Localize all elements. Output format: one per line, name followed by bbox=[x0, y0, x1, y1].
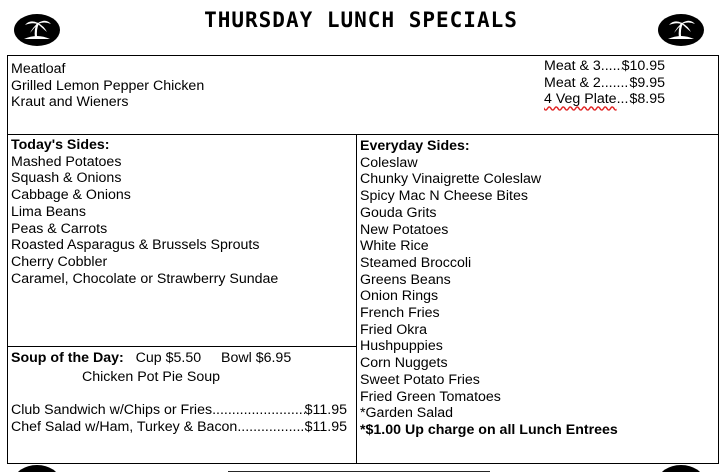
side-item: Chunky Vinaigrette Coleslaw bbox=[360, 171, 542, 188]
side-item: White Rice bbox=[360, 238, 429, 255]
leader-dots bbox=[601, 58, 622, 75]
side-item: *Garden Salad bbox=[360, 405, 454, 422]
sandwich-price: $11.95 bbox=[304, 402, 347, 418]
leader-dots bbox=[237, 419, 304, 436]
everyday-sides-list bbox=[360, 138, 618, 439]
entree-list bbox=[11, 61, 204, 111]
entree-item: Grilled Lemon Pepper Chicken bbox=[11, 77, 205, 94]
side-item: Fried Okra bbox=[360, 321, 428, 338]
side-item: Gouda Grits bbox=[360, 204, 437, 221]
side-item: Squash & Onions bbox=[11, 170, 122, 187]
side-item: Roasted Asparagus & Brussels Sprouts bbox=[11, 237, 260, 254]
plate-price-list bbox=[544, 58, 665, 108]
soup-name: Chicken Pot Pie Soup bbox=[82, 369, 221, 385]
side-item: Greens Beans bbox=[360, 271, 451, 288]
plate-name: 4 Veg Plate bbox=[544, 91, 617, 108]
plate-price-row bbox=[544, 91, 665, 108]
plate-price: $9.95 bbox=[629, 74, 665, 91]
soup-heading: Soup of the Day: bbox=[11, 350, 124, 366]
upcharge-note: *$1.00 Up charge on all Lunch Entrees bbox=[360, 421, 618, 438]
entree-item: Meatloaf bbox=[11, 61, 66, 77]
side-item: Peas & Carrots bbox=[11, 220, 108, 237]
side-item: Cabbage & Onions bbox=[11, 187, 131, 204]
sandwich-price: $11.95 bbox=[304, 418, 347, 435]
sandwich-list bbox=[11, 402, 347, 435]
page-title: THURSDAY LUNCH SPECIALS bbox=[204, 8, 518, 32]
sandwich-row bbox=[11, 419, 347, 436]
everyday-sides-heading: Everyday Sides: bbox=[360, 138, 470, 154]
side-item: New Potatoes bbox=[360, 221, 449, 238]
leader-dots bbox=[617, 91, 630, 108]
leader-dots bbox=[212, 402, 305, 419]
side-item: Hushpuppies bbox=[360, 338, 443, 355]
side-item: Lima Beans bbox=[11, 203, 86, 220]
sandwich-name: Club Sandwich w/Chips or Fries bbox=[11, 402, 213, 418]
plate-price-row bbox=[544, 58, 665, 75]
side-item: Steamed Broccoli bbox=[360, 254, 472, 271]
entree-item: Kraut and Wieners bbox=[11, 94, 129, 111]
next-page-edge bbox=[0, 462, 722, 472]
plate-name: Meat & 3 bbox=[544, 58, 601, 74]
soup-bowl-price: Bowl $6.95 bbox=[221, 350, 292, 366]
plate-price: $10.95 bbox=[621, 58, 665, 74]
side-item: Onion Rings bbox=[360, 288, 439, 305]
plate-name: Meat & 2 bbox=[544, 74, 601, 91]
side-item: French Fries bbox=[360, 305, 440, 322]
todays-sides-list bbox=[11, 137, 278, 287]
sandwich-name: Chef Salad w/Ham, Turkey & Bacon bbox=[11, 418, 238, 435]
side-item: Coleslaw bbox=[360, 154, 418, 171]
soup-line bbox=[11, 350, 291, 367]
plate-price: $8.95 bbox=[629, 91, 665, 108]
sandwich-row bbox=[11, 402, 347, 419]
side-item: Spicy Mac N Cheese Bites bbox=[360, 188, 528, 205]
leader-dots bbox=[601, 75, 630, 92]
todays-sides-heading: Today's Sides: bbox=[11, 137, 110, 153]
side-item: Sweet Potato Fries bbox=[360, 371, 480, 388]
side-item: Mashed Potatoes bbox=[11, 153, 122, 170]
palm-tree-island-icon bbox=[658, 14, 704, 46]
side-item: Corn Nuggets bbox=[360, 355, 448, 372]
side-item: Caramel, Chocolate or Strawberry Sundae bbox=[11, 270, 279, 287]
soup-cup-price: Cup $5.50 bbox=[135, 350, 202, 366]
side-item: Fried Green Tomatoes bbox=[360, 388, 501, 405]
side-item: Cherry Cobbler bbox=[11, 253, 108, 270]
plate-price-row bbox=[544, 75, 665, 92]
